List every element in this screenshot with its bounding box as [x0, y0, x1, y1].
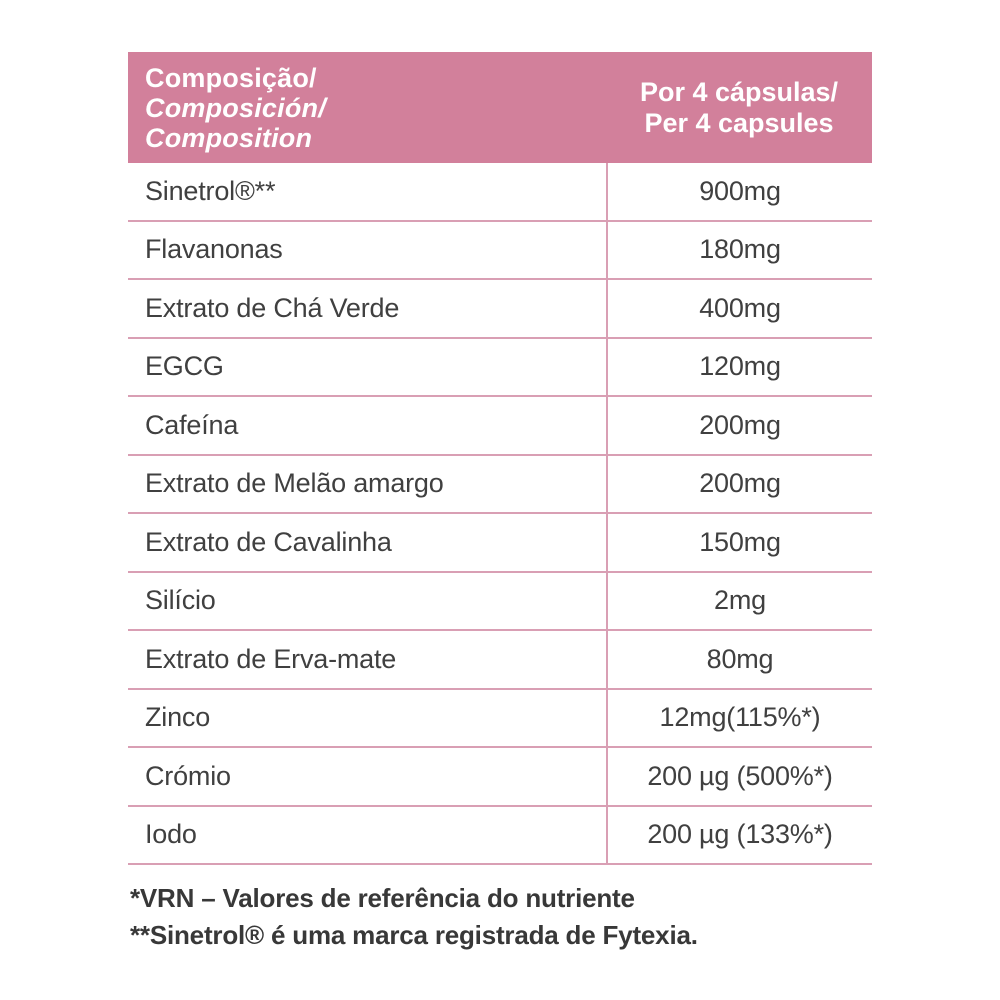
- amount-cell: 200 µg (133%*): [606, 807, 872, 864]
- amount-header-line-pt: Por 4 cápsulas/: [639, 76, 839, 107]
- amount-cell: 200mg: [606, 456, 872, 513]
- amount-cell: 12mg(115%*): [606, 690, 872, 747]
- composition-header-cell: [128, 52, 606, 163]
- footnote-vrn: *VRN – Valores de referência do nutriente: [130, 883, 635, 913]
- ingredient-cell: Silício: [145, 585, 216, 616]
- composition-table: [128, 52, 872, 865]
- table-row: [128, 280, 872, 339]
- ingredient-cell: Cafeína: [145, 409, 239, 440]
- table-header-row: [128, 52, 872, 163]
- table-row: [128, 631, 872, 690]
- footnotes: [130, 880, 698, 954]
- amount-cell: 400mg: [606, 280, 872, 337]
- ingredient-cell: Extrato de Erva-mate: [145, 643, 397, 674]
- ingredient-cell: Extrato de Chá Verde: [145, 292, 400, 323]
- footnote-sinetrol-trademark: **Sinetrol® é uma marca registrada de Fytexia.: [130, 920, 698, 950]
- amount-cell: 120mg: [606, 339, 872, 396]
- table-row: [128, 222, 872, 281]
- composition-header-line-pt: Composição/: [145, 62, 317, 93]
- ingredient-cell: Sinetrol®**: [145, 175, 276, 206]
- table-row: [128, 573, 872, 632]
- amount-cell: 200mg: [606, 397, 872, 454]
- amount-cell: 900mg: [606, 163, 872, 220]
- amount-cell: 2mg: [606, 573, 872, 630]
- table-row: [128, 456, 872, 515]
- table-row: [128, 397, 872, 456]
- amount-header-cell: [606, 52, 872, 163]
- ingredient-cell: EGCG: [145, 351, 224, 382]
- ingredient-cell: Iodo: [145, 819, 197, 850]
- table-body: [128, 163, 872, 865]
- table-row: [128, 514, 872, 573]
- ingredient-cell: Zinco: [145, 702, 211, 733]
- amount-cell: 80mg: [606, 631, 872, 688]
- composition-header-line-es: Composición/: [145, 92, 326, 123]
- table-row: [128, 748, 872, 807]
- table-row: [128, 690, 872, 749]
- amount-cell: 200 µg (500%*): [606, 748, 872, 805]
- ingredient-cell: Crómio: [145, 760, 231, 791]
- table-row: [128, 807, 872, 866]
- table-row: [128, 339, 872, 398]
- ingredient-cell: Flavanonas: [145, 234, 283, 265]
- composition-header-line-en: Composition: [145, 122, 313, 153]
- amount-cell: 150mg: [606, 514, 872, 571]
- ingredient-cell: Extrato de Cavalinha: [145, 526, 392, 557]
- amount-cell: 180mg: [606, 222, 872, 279]
- ingredient-cell: Extrato de Melão amargo: [145, 468, 444, 499]
- amount-header-line-en: Per 4 capsules: [644, 107, 834, 138]
- table-row: [128, 163, 872, 222]
